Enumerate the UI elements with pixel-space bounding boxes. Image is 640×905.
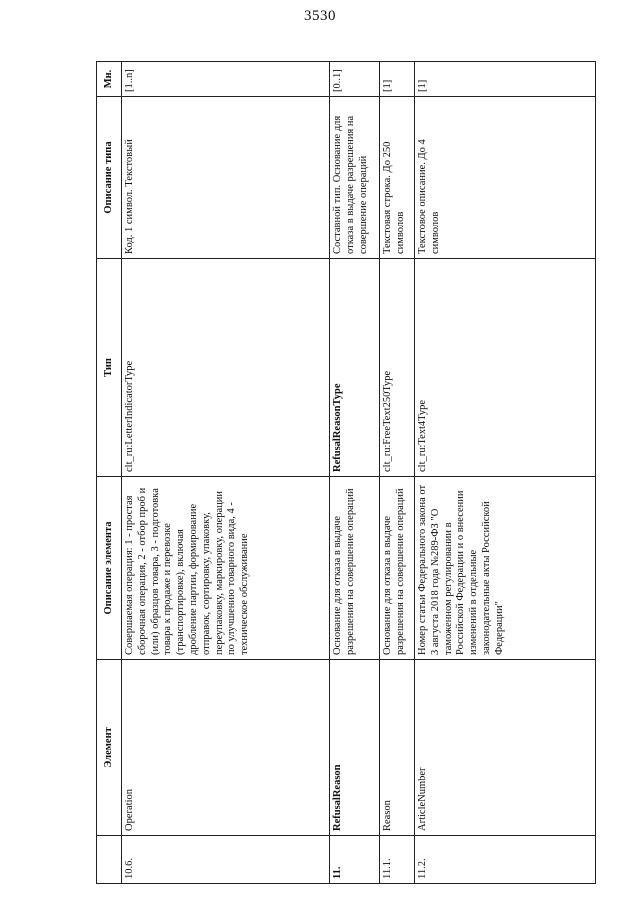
row-type: RefusalReasonType [330,259,380,477]
row-element: Operation [122,660,330,836]
row-num: 11. [330,836,380,884]
header-num [97,836,122,884]
row-multiplicity: [1] [415,62,596,97]
row-description: Основание для отказа в выдаче разрешения на совершение операций [330,477,380,660]
table-row [122,62,330,884]
row-element: Reason [380,660,415,836]
row-multiplicity: [1] [380,62,415,97]
row-type-description: Текстовое описание. До 4 символов [415,97,596,259]
row-type-description: Код. 1 символ. Текстовый [122,97,330,259]
row-num: 11.1. [380,836,415,884]
header-type-description: Описание типа [97,97,122,259]
row-type-description: Текстовая строка. До 250 символов [380,97,415,259]
table-row [415,62,596,884]
row-type: clt_ru:Text4Type [415,259,596,477]
row-type-description: Составной тип. Основание для отказа в выдаче разрешения на совершение операций [330,97,380,259]
header-multiplicity: Мн. [97,62,122,97]
header-type: Тип [97,259,122,477]
row-num: 11.2. [415,836,596,884]
header-description: Описание элемента [97,477,122,660]
table-header-row [97,62,122,884]
row-type: clt_ru:LetterIndicatorType [122,259,330,477]
rotated-table-container [96,62,590,884]
row-multiplicity: [0..1] [330,62,380,97]
row-type: clt_ru:FreeText250Type [380,259,415,477]
header-element: Элемент [97,660,122,836]
row-element: RefusalReason [330,660,380,836]
row-description: Основание для отказа в выдаче разрешения на совершение операций [380,477,415,660]
table-row [330,62,380,884]
page-number: 3530 [304,8,336,24]
row-description: Совершаемая операция: 1 - простая сборочная операция, 2 - отбор проб и (или) образцов товара, 3 - подготовка товара к продаже и перевозке (транспортировке), включая дробление партии, формирование отправок, сортировку, упаковку, переупаковку, маркировку, операции по улучшению товарного вида, 4 - техническое обслуживание [122,477,330,660]
table-row [380,62,415,884]
row-multiplicity: [1..n] [122,62,330,97]
row-element: ArticleNumber [415,660,596,836]
row-description: Номер статьи Федерального закона от 3 августа 2018 года №289-ФЗ "О таможенном регулировании в Российской Федерации и о внесении изменений в отдельные законодательные акты Российской Федерации" [415,477,596,660]
row-num: 10.6. [122,836,330,884]
schema-table [96,61,596,884]
